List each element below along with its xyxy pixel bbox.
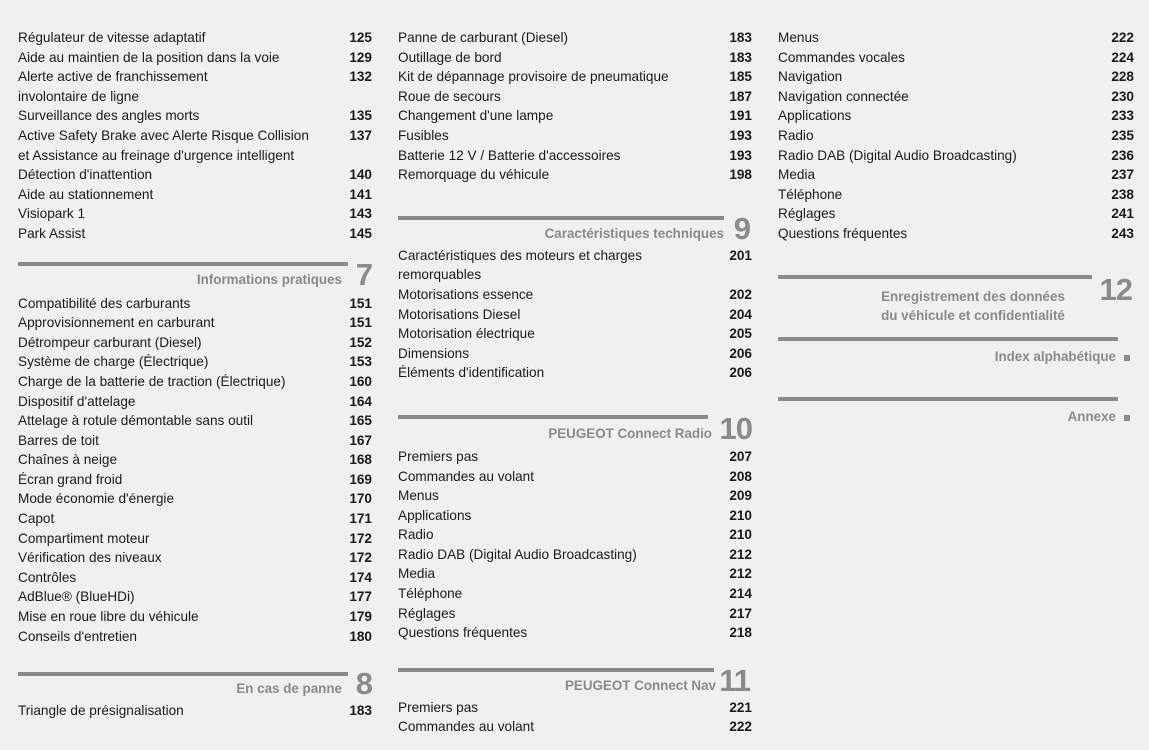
toc-entry[interactable] <box>778 87 1134 107</box>
toc-entry[interactable] <box>398 604 752 624</box>
page-number: 132 <box>349 69 372 85</box>
entry-title: Compartiment moteur <box>18 530 150 546</box>
entry-list <box>18 294 372 647</box>
toc-entry[interactable] <box>398 67 752 87</box>
entry-title: Radio <box>398 527 434 543</box>
entry-title: Media <box>398 566 436 582</box>
toc-entry[interactable] <box>18 224 372 244</box>
entry-title: Park Assist <box>18 225 86 241</box>
entry-title: Aide au stationnement <box>18 186 154 202</box>
page-number: 137 <box>349 127 372 143</box>
annexe-header[interactable] <box>778 397 1134 437</box>
entry-title: Caractéristiques des moteurs et charges remorquables <box>398 247 643 283</box>
page-number: 212 <box>729 546 752 562</box>
page-number: 179 <box>349 609 372 625</box>
toc-entry[interactable] <box>778 48 1134 68</box>
entry-list <box>398 28 752 185</box>
section-title: PEUGEOT Connect Radio <box>548 425 712 441</box>
entry-title: Roue de secours <box>398 88 501 104</box>
page-number: 165 <box>349 413 372 429</box>
entry-title: Batterie 12 V / Batterie d'accessoires <box>398 147 621 163</box>
page-number: 193 <box>729 147 752 163</box>
entry-title: Fusibles <box>398 127 449 143</box>
page-number: 230 <box>1111 88 1134 104</box>
toc-entry[interactable] <box>18 392 372 412</box>
page-number: 233 <box>1111 108 1134 124</box>
page-number: 207 <box>729 448 752 464</box>
section-rule <box>18 262 348 266</box>
entry-title: Dimensions <box>398 345 470 361</box>
toc-entry[interactable] <box>18 48 372 68</box>
toc-entry[interactable] <box>18 165 372 185</box>
toc-entry[interactable] <box>778 165 1134 185</box>
toc-column-2 <box>398 28 752 737</box>
index-header[interactable] <box>778 337 1134 397</box>
toc-entry[interactable] <box>778 204 1134 224</box>
page-number: 191 <box>729 108 752 124</box>
page-number: 236 <box>1111 147 1134 163</box>
toc-entry[interactable] <box>398 285 752 305</box>
toc-entry[interactable] <box>778 224 1134 244</box>
entry-title: Premiers pas <box>398 699 479 715</box>
entry-title: Questions fréquentes <box>398 625 528 641</box>
entry-title: Dispositif d'attelage <box>18 393 136 409</box>
toc-entry[interactable] <box>778 106 1134 126</box>
entry-title: AdBlue® (BlueHDi) <box>18 589 135 605</box>
page-number: 202 <box>729 286 752 302</box>
toc-entry[interactable] <box>18 28 372 48</box>
section-title: Caractéristiques techniques <box>544 225 724 241</box>
page-number: 129 <box>349 49 372 65</box>
toc-entry[interactable] <box>18 431 372 451</box>
page-number: 160 <box>349 373 372 389</box>
entry-title: Mise en roue libre du véhicule <box>18 609 199 625</box>
toc-column-3 <box>778 28 1134 437</box>
section-rule <box>778 275 1092 279</box>
page-number: 210 <box>729 507 752 523</box>
section-number: 9 <box>733 210 750 246</box>
page-number: 185 <box>729 69 752 85</box>
entry-title: Navigation <box>778 69 843 85</box>
page-number: 143 <box>349 206 372 222</box>
entry-title: Active Safety Brake avec Alerte Risque Collision et Assistance au freinage d'urgence intelligent <box>18 127 309 163</box>
entry-title: Motorisations essence <box>398 286 534 302</box>
page-number: 212 <box>729 566 752 582</box>
entry-list <box>18 701 372 721</box>
page-number: 243 <box>1111 225 1134 241</box>
section-10-header[interactable] <box>398 383 752 447</box>
page-number: 169 <box>349 471 372 487</box>
toc-entry[interactable] <box>18 126 372 165</box>
page-number: 174 <box>349 569 372 585</box>
toc-entry[interactable] <box>398 506 752 526</box>
toc-entry[interactable] <box>398 87 752 107</box>
toc-entry[interactable] <box>398 246 752 285</box>
section-number: 12 <box>1099 271 1132 307</box>
entry-title: Motorisations Diesel <box>398 306 521 322</box>
entry-title: Vérification des niveaux <box>18 550 162 566</box>
page-number: 204 <box>729 306 752 322</box>
entry-title: Contrôles <box>18 569 77 585</box>
toc-column-1 <box>18 28 372 721</box>
entry-title: Réglages <box>778 206 836 222</box>
toc-entry[interactable] <box>398 363 752 383</box>
entry-title: Surveillance des angles morts <box>18 108 200 124</box>
toc-entry[interactable] <box>18 627 372 647</box>
entry-title: Écran grand froid <box>18 471 123 487</box>
page-number: 209 <box>729 488 752 504</box>
entry-title: Réglages <box>398 605 456 621</box>
page-number: 141 <box>349 186 372 202</box>
entry-title: Premiers pas <box>398 448 479 464</box>
page-number: 206 <box>729 345 752 361</box>
entry-title: Détrompeur carburant (Diesel) <box>18 334 202 350</box>
entry-title: Éléments d'identification <box>398 365 545 381</box>
section-number: 7 <box>355 256 372 292</box>
toc-entry[interactable] <box>18 352 372 372</box>
section-rule <box>398 668 714 672</box>
section-number: 11 <box>719 662 750 698</box>
page-number: 187 <box>729 88 752 104</box>
entry-list <box>398 698 752 737</box>
toc-entry[interactable] <box>18 372 372 392</box>
toc-entry[interactable] <box>398 146 752 166</box>
toc-entry[interactable] <box>398 344 752 364</box>
toc-entry[interactable] <box>18 548 372 568</box>
page-number: 151 <box>349 295 372 311</box>
section-7-header[interactable] <box>18 244 372 294</box>
square-bullet-icon <box>1124 415 1130 421</box>
entry-title: Aide au maintien de la position dans la voie <box>18 49 280 65</box>
page-number: 217 <box>729 605 752 621</box>
section-11-header[interactable] <box>398 643 752 698</box>
toc-entry[interactable] <box>18 587 372 607</box>
toc-entry[interactable] <box>398 324 752 344</box>
page-number: 168 <box>349 452 372 468</box>
section-rule <box>778 397 1118 401</box>
toc-entry[interactable] <box>398 545 752 565</box>
toc-entry[interactable] <box>18 411 372 431</box>
page-number: 170 <box>349 491 372 507</box>
entry-title: Charge de la batterie de traction (Électrique) <box>18 373 286 389</box>
toc-entry[interactable] <box>18 470 372 490</box>
page-number: 237 <box>1111 167 1134 183</box>
section-title: Informations pratiques <box>196 271 342 287</box>
entry-title: Commandes vocales <box>778 49 905 65</box>
entry-title: Attelage à rotule démontable sans outil <box>18 413 254 429</box>
toc-entry[interactable] <box>398 584 752 604</box>
page-number: 172 <box>349 530 372 546</box>
section-title: Annexe <box>1067 408 1116 424</box>
entry-title: Téléphone <box>778 186 843 202</box>
page-number: 180 <box>349 628 372 644</box>
entry-title: Chaînes à neige <box>18 452 118 468</box>
entry-title: Barres de toit <box>18 432 99 448</box>
toc-entry[interactable] <box>18 701 372 721</box>
entry-title: Détection d'inattention <box>18 167 153 183</box>
entry-title: Radio DAB (Digital Audio Broadcasting) <box>398 546 637 562</box>
entry-title: Triangle de présignalisation <box>18 703 184 719</box>
toc-entry[interactable] <box>398 305 752 325</box>
page-number: 218 <box>729 625 752 641</box>
toc-entry[interactable] <box>18 529 372 549</box>
entry-title: Motorisation électrique <box>398 326 535 342</box>
page-number: 151 <box>349 315 372 331</box>
toc-entry[interactable] <box>398 106 752 126</box>
page-number: 153 <box>349 354 372 370</box>
section-rule <box>398 415 708 419</box>
toc-entry[interactable] <box>398 165 752 185</box>
toc-entry[interactable] <box>398 525 752 545</box>
page-number: 198 <box>729 167 752 183</box>
entry-title: Visiopark 1 <box>18 206 85 222</box>
toc-entry[interactable] <box>18 568 372 588</box>
entry-title: Mode économie d'énergie <box>18 491 175 507</box>
entry-title: Media <box>778 167 816 183</box>
square-bullet-icon <box>1124 355 1130 361</box>
toc-entry[interactable] <box>18 204 372 224</box>
toc-entry[interactable] <box>778 185 1134 205</box>
page-number: 205 <box>729 326 752 342</box>
page-number: 164 <box>349 393 372 409</box>
page-number: 206 <box>729 365 752 381</box>
section-number: 8 <box>355 666 372 702</box>
page-number: 171 <box>349 511 372 527</box>
page-number: 222 <box>729 719 752 735</box>
page-number: 183 <box>729 49 752 65</box>
entry-title: Panne de carburant (Diesel) <box>398 30 569 45</box>
section-title: En cas de panne <box>236 681 342 697</box>
toc-entry[interactable] <box>18 294 372 314</box>
entry-title: Remorquage du véhicule <box>398 167 550 183</box>
section-number: 10 <box>719 410 752 446</box>
entry-list <box>778 28 1134 244</box>
entry-title: Régulateur de vitesse adaptatif <box>18 30 206 45</box>
entry-title: Capot <box>18 511 55 527</box>
section-rule <box>18 672 348 676</box>
toc-entry[interactable] <box>398 126 752 146</box>
toc-entry[interactable] <box>398 48 752 68</box>
toc-entry[interactable] <box>398 486 752 506</box>
page-number: 214 <box>729 586 752 602</box>
entry-title: Système de charge (Électrique) <box>18 354 209 370</box>
entry-title: Téléphone <box>398 586 463 602</box>
entry-title: Conseils d'entretien <box>18 628 137 644</box>
toc-entry[interactable] <box>18 313 372 333</box>
entry-title: Changement d'une lampe <box>398 108 554 124</box>
section-title: Enregistrement des données du véhicule et confidentialité <box>881 288 1065 323</box>
toc-entry[interactable] <box>778 126 1134 146</box>
entry-title: Approvisionnement en carburant <box>18 315 215 331</box>
entry-title: Applications <box>398 507 472 523</box>
page-number: 193 <box>729 127 752 143</box>
toc-entry[interactable] <box>18 489 372 509</box>
page-number: 167 <box>349 432 372 448</box>
page-number: 135 <box>349 108 372 124</box>
entry-list <box>398 447 752 643</box>
entry-title: Menus <box>778 30 819 45</box>
section-rule <box>398 216 724 220</box>
toc-entry[interactable] <box>398 467 752 487</box>
toc-entry[interactable] <box>398 447 752 467</box>
toc-entry[interactable] <box>398 564 752 584</box>
section-rule <box>778 337 1118 341</box>
entry-list <box>18 28 372 244</box>
page-number: 177 <box>349 589 372 605</box>
page-number: 152 <box>349 334 372 350</box>
entry-title: Alerte active de franchissement involontaire de ligne <box>18 69 208 104</box>
page-number: 183 <box>729 30 752 45</box>
toc-entry[interactable] <box>18 106 372 126</box>
toc-entry[interactable] <box>18 607 372 627</box>
entry-title: Radio <box>778 127 814 143</box>
entry-list <box>398 246 752 383</box>
entry-title: Commandes au volant <box>398 468 535 484</box>
page-number: 221 <box>729 699 752 715</box>
toc-entry[interactable] <box>778 28 1134 48</box>
toc-entry[interactable] <box>778 67 1134 87</box>
page-number: 222 <box>1111 30 1134 45</box>
toc-entry[interactable] <box>398 698 752 718</box>
page-number: 201 <box>729 247 752 263</box>
page-number: 228 <box>1111 69 1134 85</box>
entry-title: Questions fréquentes <box>778 225 908 241</box>
entry-title: Compatibilité des carburants <box>18 295 191 311</box>
page-number: 208 <box>729 468 752 484</box>
toc-entry[interactable] <box>398 623 752 643</box>
entry-title: Navigation connectée <box>778 88 909 104</box>
toc-entry[interactable] <box>18 333 372 353</box>
section-title: PEUGEOT Connect Nav <box>564 677 716 693</box>
entry-title: Commandes au volant <box>398 719 535 735</box>
page-number: 145 <box>349 225 372 241</box>
entry-title: Outillage de bord <box>398 49 502 65</box>
toc-entry[interactable] <box>398 717 752 737</box>
page-number: 241 <box>1111 206 1134 222</box>
page-number: 235 <box>1111 127 1134 143</box>
toc-entry[interactable] <box>18 185 372 205</box>
toc-entry[interactable] <box>398 28 752 48</box>
entry-title: Menus <box>398 488 439 504</box>
section-9-header[interactable] <box>398 185 752 246</box>
entry-title: Applications <box>778 108 852 124</box>
section-12-header[interactable] <box>778 244 1134 337</box>
page-number: 183 <box>349 703 372 719</box>
entry-title: Radio DAB (Digital Audio Broadcasting) <box>778 147 1017 163</box>
entry-title: Kit de dépannage provisoire de pneumatique <box>398 69 669 85</box>
section-title: Index alphabétique <box>994 348 1116 364</box>
toc-entry[interactable] <box>778 146 1134 166</box>
page-number: 210 <box>729 527 752 543</box>
page-number: 125 <box>349 30 372 45</box>
page-number: 238 <box>1111 186 1134 202</box>
toc-entry[interactable] <box>18 450 372 470</box>
toc-entry[interactable] <box>18 67 372 106</box>
page-number: 172 <box>349 550 372 566</box>
page-number: 224 <box>1111 49 1134 65</box>
toc-entry[interactable] <box>18 509 372 529</box>
page-number: 140 <box>349 167 372 183</box>
section-8-header[interactable] <box>18 646 372 701</box>
